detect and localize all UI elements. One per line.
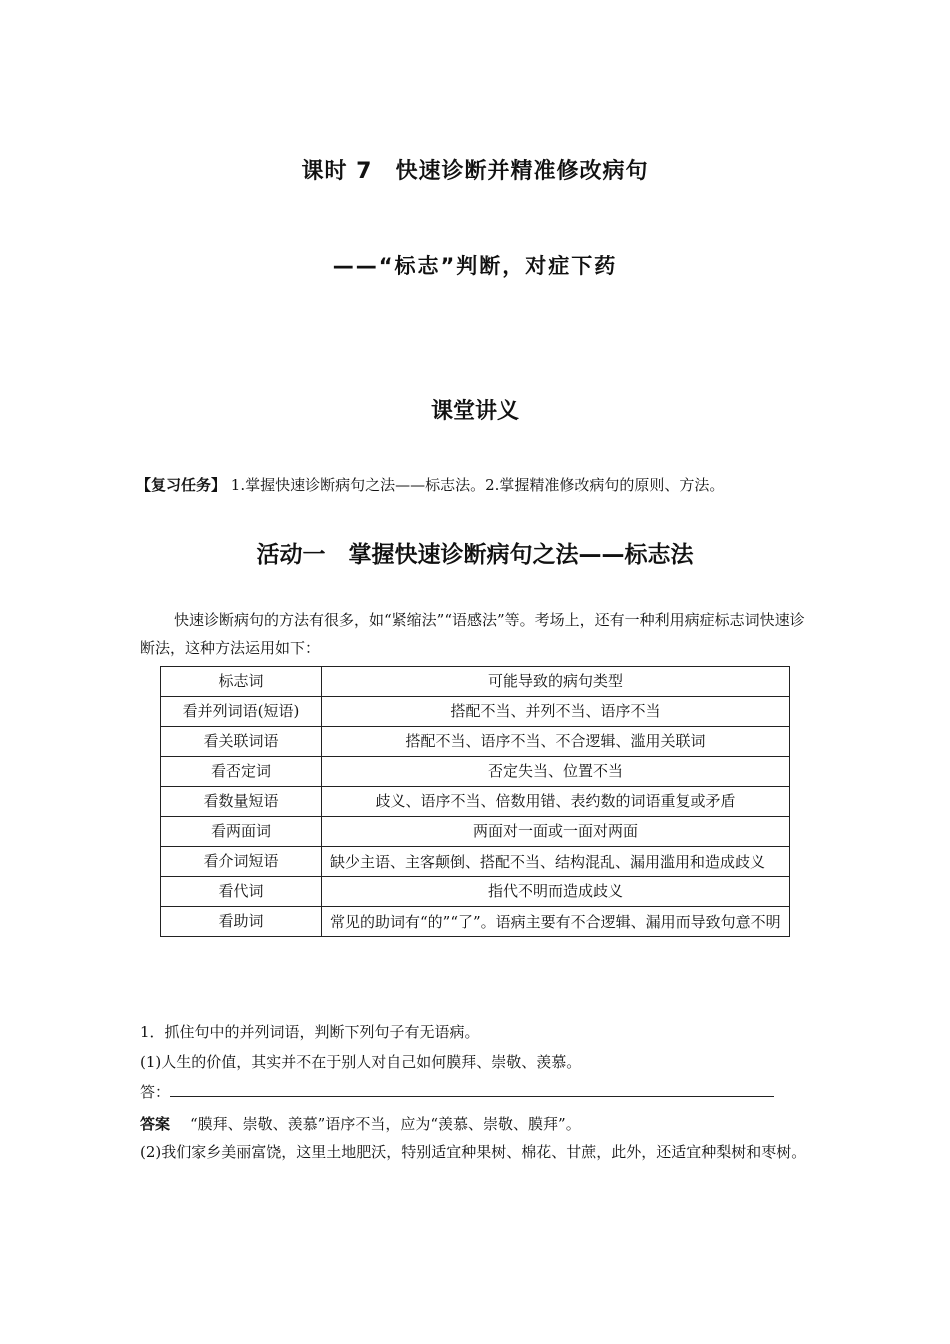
table-cell: 歧义、语序不当、倍数用错、表约数的词语重复或矛盾 (322, 787, 790, 817)
answer-line-row (140, 1078, 812, 1106)
table-cell: 搭配不当、并列不当、语序不当 (322, 697, 790, 727)
lesson-subtitle: ——“标志”判断，对症下药 (332, 254, 618, 278)
table-cell: 看数量短语 (161, 787, 322, 817)
answer-tag: 答案 (140, 1115, 171, 1133)
activity-title: 活动一 掌握快速诊断病句之法——标志法 (256, 542, 694, 568)
table-row (161, 817, 790, 847)
table-cell: 缺少主语、主客颠倒、搭配不当、结构混乱、漏用滥用和造成歧义 (322, 847, 790, 877)
question-stem: 1．抓住句中的并列词语，判断下列句子有无语病。 (140, 1023, 480, 1041)
table-cell: 看否定词 (161, 757, 322, 787)
table-header-cell: 标志词 (161, 667, 322, 697)
answer-prefix: 答： (140, 1083, 171, 1101)
table-cell: 看两面词 (161, 817, 322, 847)
table-cell: 搭配不当、语序不当、不合逻辑、滥用关联词 (322, 727, 790, 757)
review-task-tag: 【复习任务】 (136, 476, 227, 494)
table-row (161, 727, 790, 757)
table-cell: 看并列词语(短语) (161, 697, 322, 727)
table-row (161, 697, 790, 727)
intro-paragraph: 快速诊断病句的方法有很多，如“紧缩法”“语感法”等。考场上，还有一种利用病症标志词快速诊断法，这种方法运用如下： (140, 611, 805, 657)
answer-input-line[interactable] (170, 1078, 774, 1097)
table-row (161, 787, 790, 817)
table-cell: 两面对一面或一面对两面 (322, 817, 790, 847)
marker-table (160, 666, 790, 937)
table-cell: 看代词 (161, 877, 322, 907)
table-cell: 否定失当、位置不当 (322, 757, 790, 787)
table-row (161, 877, 790, 907)
table-row (161, 847, 790, 877)
question-item-2: (2)我们家乡美丽富饶，这里土地肥沃，特别适宜种果树、棉花、甘蔗，此外，还适宜种梨树和枣树。 (140, 1143, 807, 1161)
question-item-1: (1)人生的价值，其实并不在于别人对自己如何膜拜、崇敬、羡慕。 (140, 1053, 582, 1071)
table-header-cell: 可能导致的病句类型 (322, 667, 790, 697)
lesson-title: 课时 7 快速诊断并精准修改病句 (301, 159, 649, 184)
answer-row (140, 1110, 812, 1138)
table-row (161, 757, 790, 787)
answer-text: “膜拜、崇敬、羡慕”语序不当，应为“羡慕、崇敬、膜拜”。 (190, 1115, 581, 1133)
review-task-text: 1.掌握快速诊断病句之法——标志法。2.掌握精准修改病句的原则、方法。 (230, 476, 725, 494)
review-task (136, 474, 724, 495)
section-title: 课堂讲义 (430, 399, 519, 424)
table-cell: 看介词短语 (161, 847, 322, 877)
table-cell: 常见的助词有“的”“了”。语病主要有不合逻辑、漏用而导致句意不明 (322, 907, 790, 937)
table-header-row (161, 667, 790, 697)
table-cell: 指代不明而造成歧义 (322, 877, 790, 907)
table-cell: 看关联词语 (161, 727, 322, 757)
table-row (161, 907, 790, 937)
table-cell: 看助词 (161, 907, 322, 937)
